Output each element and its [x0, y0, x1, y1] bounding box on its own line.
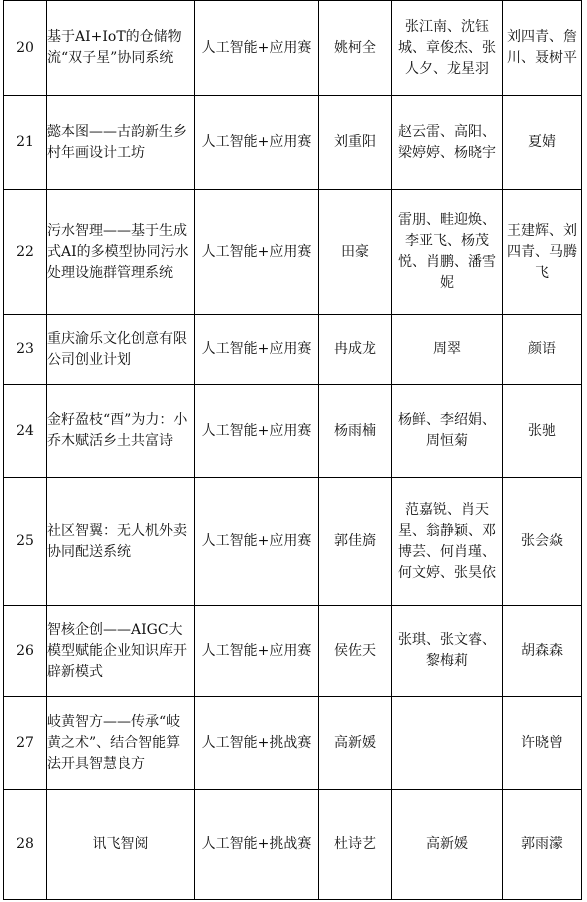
advisor: 许晓曾 [503, 697, 582, 790]
row-number: 24 [4, 385, 47, 478]
table-row [4, 478, 582, 606]
project-name: 智核企创——AIGC大模型赋能企业知识库开辟新模式 [47, 606, 195, 697]
project-name: 重庆渝乐文化创意有限公司创业计划 [47, 315, 195, 385]
team-leader: 冉成龙 [319, 315, 392, 385]
row-number: 27 [4, 697, 47, 790]
row-number: 22 [4, 190, 47, 315]
row-number: 23 [4, 315, 47, 385]
team-leader: 杨雨楠 [319, 385, 392, 478]
competition-track: 人工智能+挑战赛 [195, 697, 319, 790]
project-name: 社区智翼：无人机外卖协同配送系统 [47, 478, 195, 606]
competition-track: 人工智能+应用赛 [195, 96, 319, 190]
advisor: 张驰 [503, 385, 582, 478]
project-name: 岐黄智方——传承“岐黄之术”、结合智能算法开具智慧良方 [47, 697, 195, 790]
team-members [392, 697, 503, 790]
advisor: 胡森森 [503, 606, 582, 697]
row-number: 20 [4, 1, 47, 96]
table-row [4, 1, 582, 96]
team-leader: 郭佳旖 [319, 478, 392, 606]
advisor: 刘四青、詹川、聂树平 [503, 1, 582, 96]
team-members: 高新媛 [392, 790, 503, 900]
row-number: 28 [4, 790, 47, 900]
table-row [4, 790, 582, 900]
table-row [4, 96, 582, 190]
table-row [4, 697, 582, 790]
table-row [4, 385, 582, 478]
competition-track: 人工智能+应用赛 [195, 315, 319, 385]
row-number: 25 [4, 478, 47, 606]
team-leader: 刘重阳 [319, 96, 392, 190]
project-name: 懿本图——古韵新生乡村年画设计工坊 [47, 96, 195, 190]
row-number: 26 [4, 606, 47, 697]
project-name: 金籽盈枝“酉”为力：小乔木赋活乡土共富诗 [47, 385, 195, 478]
advisor: 颜语 [503, 315, 582, 385]
advisor: 夏婧 [503, 96, 582, 190]
team-members: 杨鲜、李绍娟、周恒菊 [392, 385, 503, 478]
competition-track: 人工智能+应用赛 [195, 1, 319, 96]
team-leader: 杜诗艺 [319, 790, 392, 900]
team-members: 张琪、张文睿、黎梅莉 [392, 606, 503, 697]
team-members: 周翠 [392, 315, 503, 385]
competition-track: 人工智能+挑战赛 [195, 790, 319, 900]
advisor: 郭雨濛 [503, 790, 582, 900]
team-members: 张江南、沈钰城、章俊杰、张人夕、龙星羽 [392, 1, 503, 96]
project-name: 污水智理——基于生成式AI的多模型协同污水处理设施群管理系统 [47, 190, 195, 315]
competition-track: 人工智能+应用赛 [195, 385, 319, 478]
project-list-table [3, 0, 582, 900]
team-leader: 姚柯全 [319, 1, 392, 96]
table-row [4, 315, 582, 385]
row-number: 21 [4, 96, 47, 190]
team-leader: 田豪 [319, 190, 392, 315]
team-leader: 侯佐天 [319, 606, 392, 697]
competition-track: 人工智能+应用赛 [195, 478, 319, 606]
team-members: 范嘉锐、肖天星、翁静颖、邓博芸、何肖瑾、何文婷、张昊依 [392, 478, 503, 606]
competition-track: 人工智能+应用赛 [195, 190, 319, 315]
advisor: 张会焱 [503, 478, 582, 606]
advisor: 王建辉、刘四青、马腾飞 [503, 190, 582, 315]
competition-track: 人工智能+应用赛 [195, 606, 319, 697]
team-members: 雷朋、畦迎焕、李亚飞、杨茂悦、肖鹏、潘雪妮 [392, 190, 503, 315]
team-members: 赵云雷、高阳、梁婷婷、杨晓宇 [392, 96, 503, 190]
table-row [4, 606, 582, 697]
project-name: 讯飞智阅 [47, 790, 195, 900]
table-row [4, 190, 582, 315]
team-leader: 高新媛 [319, 697, 392, 790]
project-name: 基于AI+IoT的仓储物流“双子星”协同系统 [47, 1, 195, 96]
